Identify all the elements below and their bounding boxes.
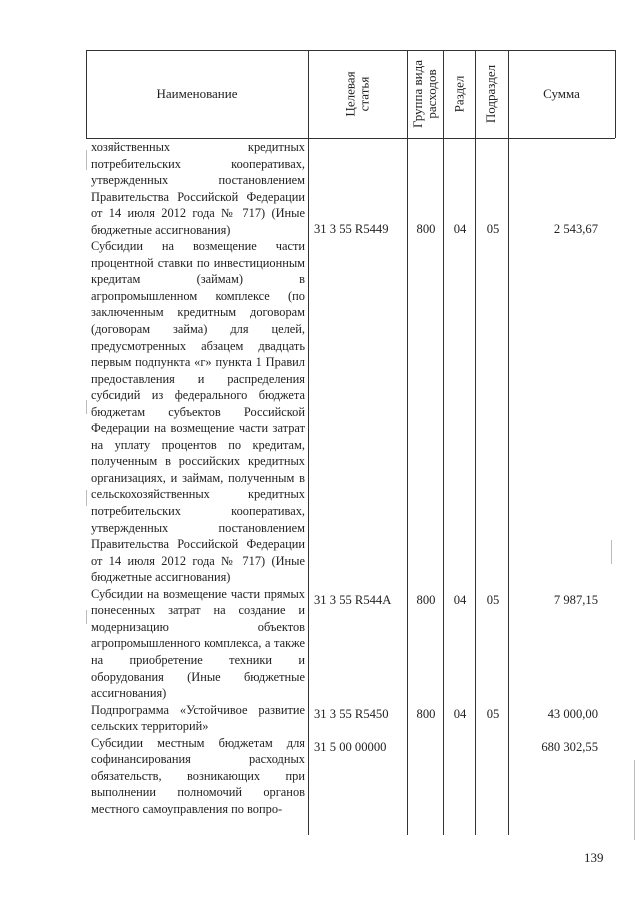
row-code: 31 5 00 00000 bbox=[314, 740, 387, 754]
row-section: 04 bbox=[453, 707, 467, 721]
header-target-article: Целевая статья bbox=[342, 71, 372, 117]
row-subsection: 05 bbox=[486, 222, 500, 236]
header-expense-group: Группа вида расходов bbox=[410, 60, 440, 128]
column-divider bbox=[508, 50, 509, 835]
row-code: 31 3 55 R544A bbox=[314, 593, 392, 607]
table-row: Подпрограмма «Устойчивое развитие сельских территорий» bbox=[91, 702, 305, 734]
table-row: Субсидии местным бюджетам для софинансирования расходных обязательств, возникающих при выполнении полномочий органов местного самоуправления по вопро- bbox=[91, 735, 305, 816]
row-sum: 680 302,55 bbox=[541, 740, 598, 754]
scan-margin-mark bbox=[611, 540, 612, 564]
scan-margin-mark bbox=[86, 400, 87, 414]
column-divider bbox=[443, 50, 444, 835]
row-code: 31 3 55 R5449 bbox=[314, 222, 389, 236]
page-number: 139 bbox=[584, 850, 604, 865]
row-section: 04 bbox=[453, 222, 467, 236]
row-sum: 2 543,67 bbox=[553, 222, 598, 236]
row-code: 31 3 55 R5450 bbox=[314, 707, 389, 721]
column-divider bbox=[308, 50, 309, 835]
header-name: Наименование bbox=[156, 86, 238, 101]
column-divider bbox=[475, 50, 476, 835]
row-sum: 7 987,15 bbox=[553, 593, 598, 607]
header-section: Раздел bbox=[451, 75, 466, 113]
row-sum: 43 000,00 bbox=[547, 707, 598, 721]
table-right-border bbox=[615, 50, 616, 138]
scan-margin-mark bbox=[86, 610, 87, 624]
scan-margin-mark bbox=[634, 760, 635, 840]
row-group: 800 bbox=[416, 222, 436, 236]
scan-margin-mark bbox=[86, 490, 87, 506]
row-subsection: 05 bbox=[486, 593, 500, 607]
column-divider bbox=[407, 50, 408, 835]
row-names bbox=[91, 139, 305, 817]
row-section: 04 bbox=[453, 593, 467, 607]
header-sum: Сумма bbox=[543, 86, 580, 101]
scan-margin-mark bbox=[86, 150, 87, 170]
row-subsection: 05 bbox=[486, 707, 500, 721]
table-row: Субсидии на возмещение части прямых понесенных затрат на создание и модернизацию объектов агропромышленного комплекса, а также на приобретение техники и оборудования (Иные бюджетные ассигнования) bbox=[91, 586, 305, 701]
row-group: 800 bbox=[416, 707, 436, 721]
table-row: хозяйственных кредитных потребительских кооперативах, утвержденных постановлением Правительства Российской Федерации от 14 июля 2012 года № 717) (Иные бюджетные ассигнования) bbox=[91, 140, 305, 237]
row-group: 800 bbox=[416, 593, 436, 607]
header-subsection: Подраздел bbox=[483, 64, 499, 124]
table-row: Субсидии на возмещение части процентной ставки по инвестиционным кредитам (займам) в агропромышленном комплексе (по заключенным кредитным договорам (договорам займа) для целей, предусмотренных абзацем двадцать первым подпункта «г» пункта 1 Правил предоставления и распределения субсидий из федерального бюджета бюджетам субъектов Российской Федерации на возмещение части затрат на уплату процентов по кредитам, полученным в российских кредитных организациях, и займам, полученным в сельскохозяйственных кредитных потребительских кооперативах, утвержденных постановлением Правительства Российской Федерации от 14 июля 2012 года № 717) (Иные бюджетные ассигнования) bbox=[91, 239, 305, 585]
